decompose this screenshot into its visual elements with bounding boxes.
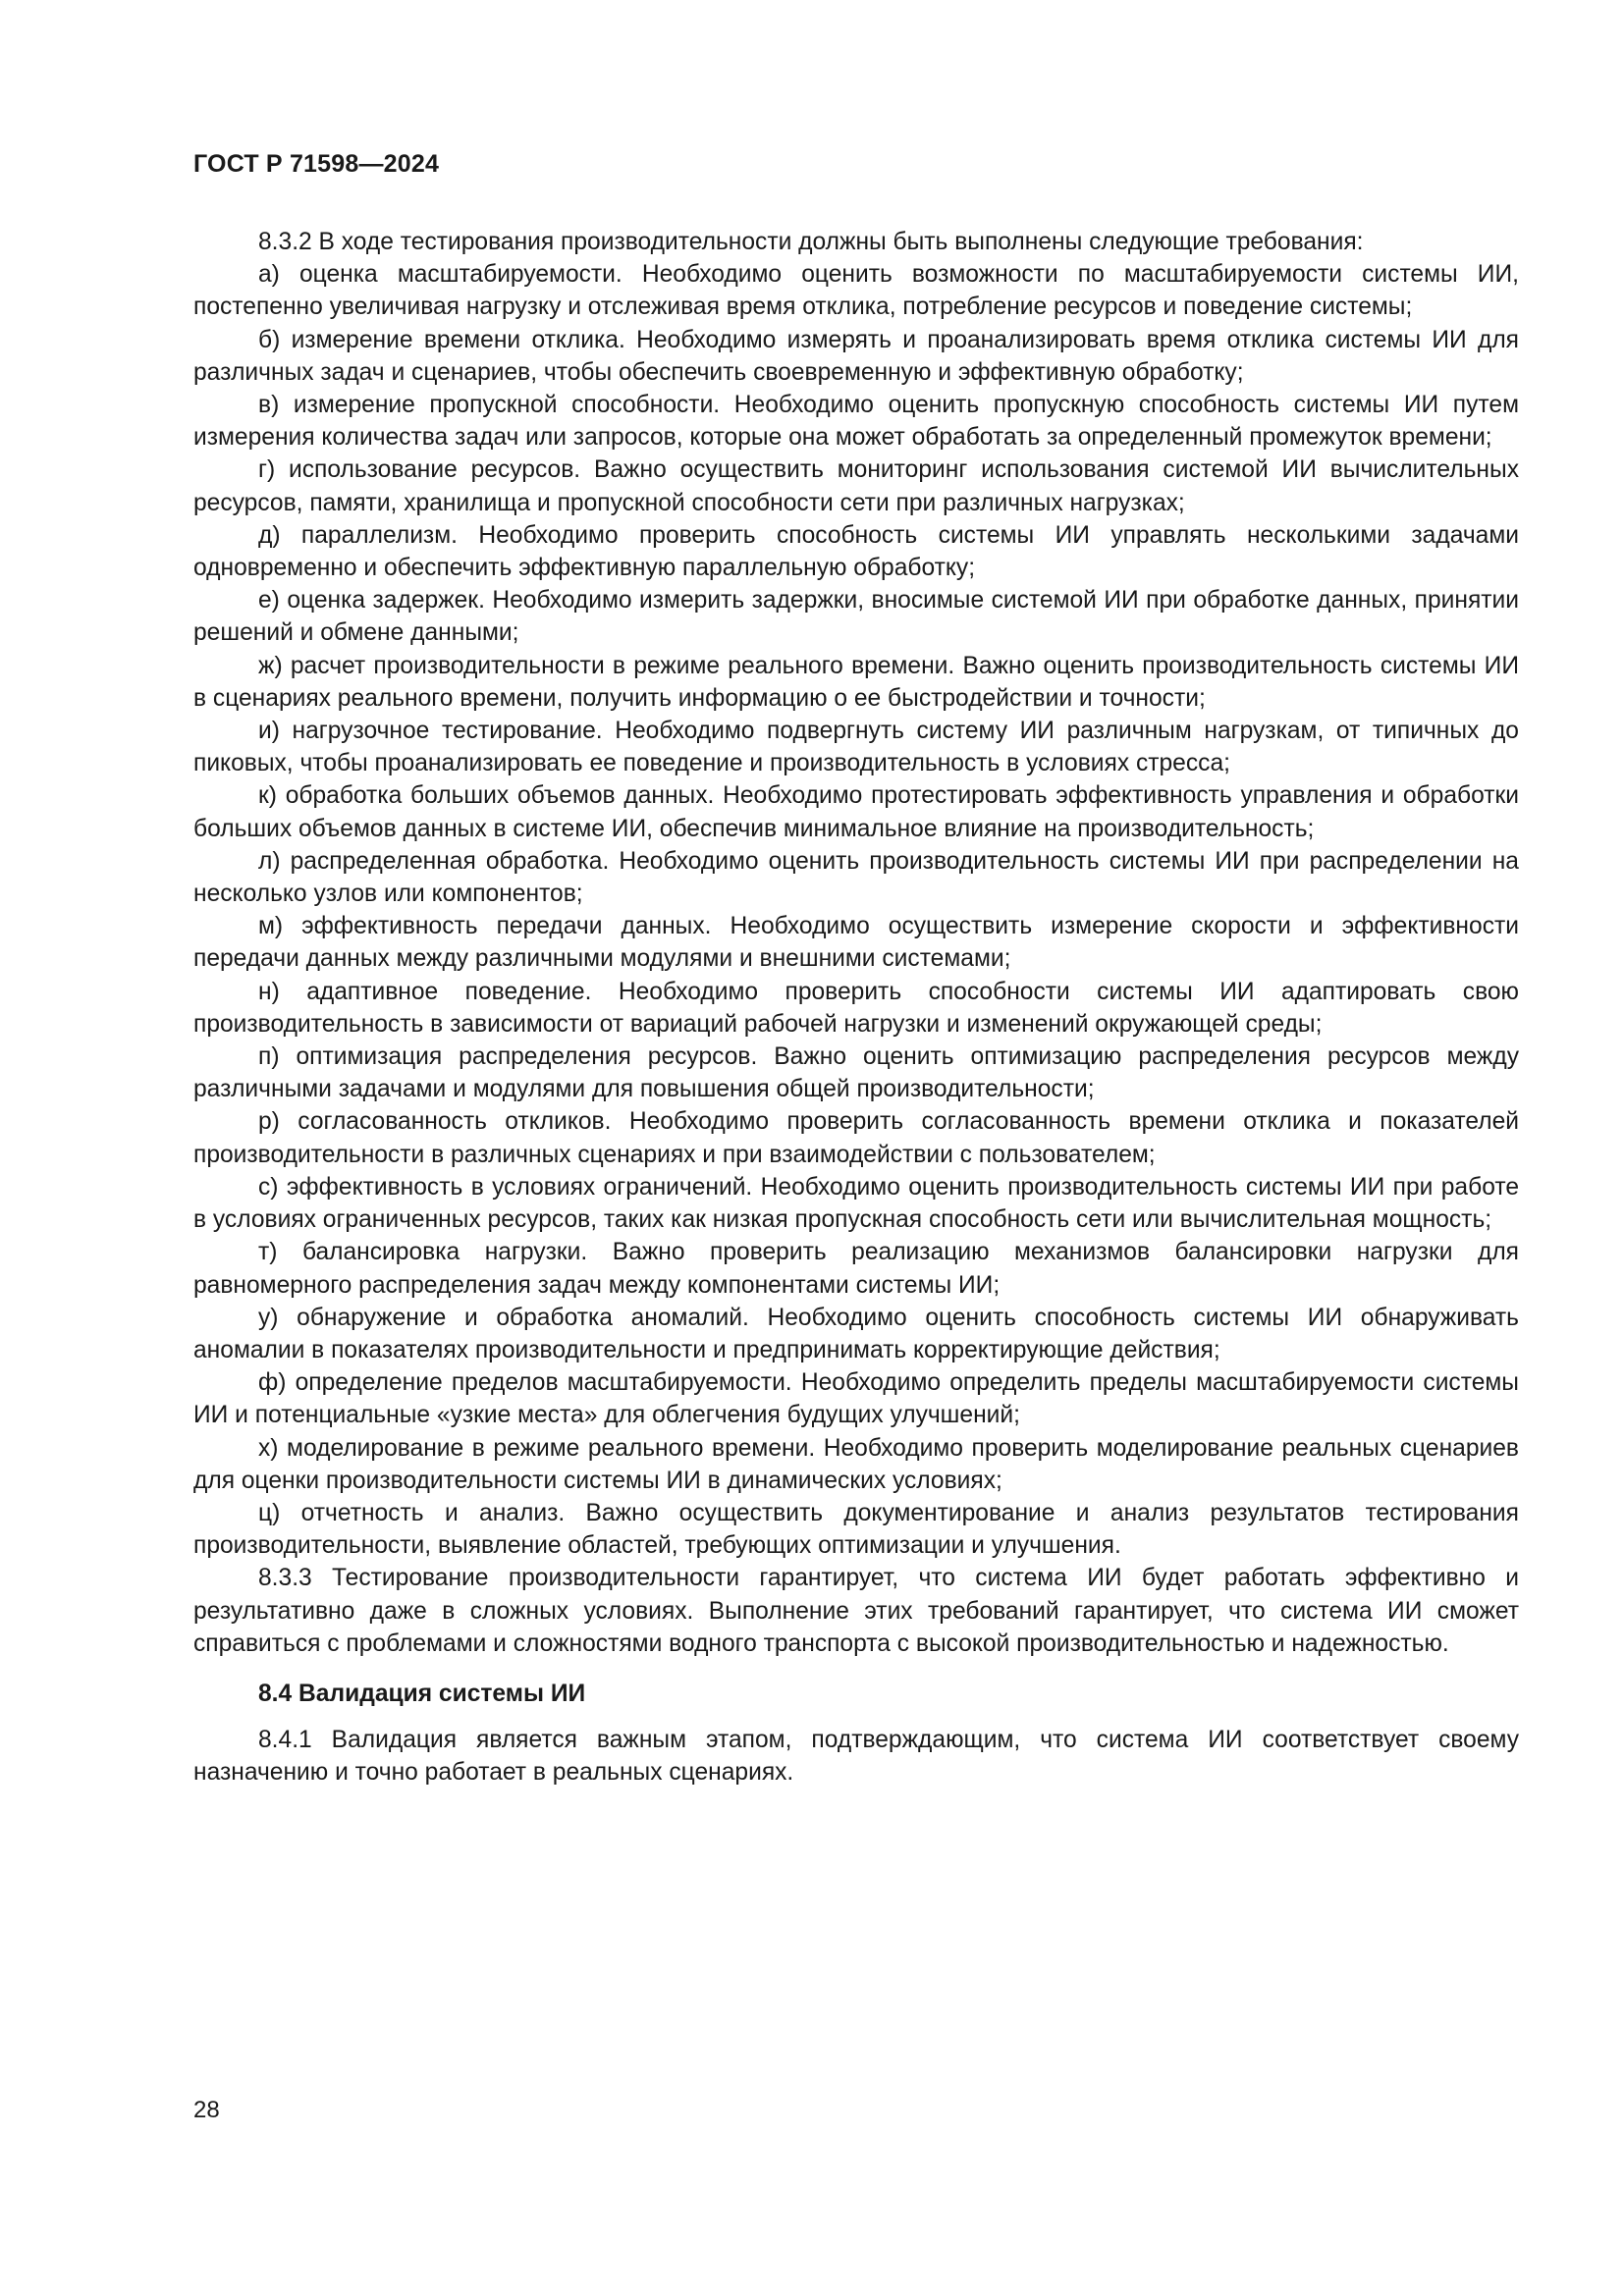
list-item: ц) отчетность и анализ. Важно осуществить документирование и анализ результатов тестирования производительности, выявление областей, требующих оптимизации и улучшения. [193, 1499, 1519, 1560]
paragraph-8-4-1: 8.4.1 Валидация является важным этапом, подтверждающим, что система ИИ соответствует своему назначению и точно работает в реальных сценариях. [193, 1727, 1519, 1787]
list-item: н) адаптивное поведение. Необходимо проверить способности системы ИИ адаптировать свою производительность в зависимости от вариаций рабочей нагрузки и изменений окружающей среды; [193, 978, 1519, 1038]
document-header: ГОСТ Р 71598—2024 [193, 150, 440, 178]
page-number: 28 [193, 2097, 220, 2123]
list-item: д) параллелизм. Необходимо проверить способность системы ИИ управлять несколькими задачами одновременно и обеспечить эффективную параллельную обработку; [193, 521, 1519, 582]
list-item: у) обнаружение и обработка аномалий. Необходимо оценить способность системы ИИ обнаруживать аномалии в показателях производительности и предпринимать корректирующие действия; [193, 1304, 1519, 1363]
list-item: п) оптимизация распределения ресурсов. Важно оценить оптимизацию распределения ресурсов между различными задачами и модулями для повышения общей производительности; [193, 1043, 1519, 1103]
list-item: р) согласованность откликов. Необходимо проверить согласованность времени отклика и показателей производительности в различных сценариях и при взаимодействии с пользователем; [193, 1108, 1519, 1168]
list-item: л) распределенная обработка. Необходимо оценить производительность системы ИИ при распределении на несколько узлов или компонентов; [193, 847, 1519, 908]
list-item: а) оценка масштабируемости. Необходимо оценить возможности по масштабируемости системы ИИ, постепенно увеличивая нагрузку и отслеживая время отклика, потребление ресурсов и поведение системы; [193, 261, 1519, 321]
section-heading-8-4: 8.4 Валидация системы ИИ [258, 1680, 586, 1707]
list-item: х) моделирование в режиме реального времени. Необходимо проверить моделирование реальных сценариев для оценки производительности системы ИИ в динамических условиях; [193, 1434, 1519, 1494]
list-item: т) балансировка нагрузки. Важно проверить реализацию механизмов балансировки нагрузки для равномерного распределения задач между компонентами системы ИИ; [193, 1239, 1519, 1299]
paragraph-8-3-2: 8.3.2 В ходе тестирования производительности должны быть выполнены следующие требования: [258, 229, 1364, 255]
paragraph-8-3-3: 8.3.3 Тестирование производительности гарантирует, что система ИИ будет работать эффективно и результативно даже в сложных условиях. Выполнение этих требований гарантирует, что система ИИ сможет справиться с проблемами и сложностями водного транспорта с высокой производительностью и надежностью. [193, 1565, 1519, 1657]
list-item: и) нагрузочное тестирование. Необходимо подвергнуть систему ИИ различным нагрузкам, от типичных до пиковых, чтобы проанализировать ее поведение и производительность в условиях стресса; [193, 718, 1519, 777]
list-item: е) оценка задержек. Необходимо измерить задержки, вносимые системой ИИ при обработке данных, принятии решений и обмене данными; [193, 587, 1519, 647]
list-item: б) измерение времени отклика. Необходимо измерять и проанализировать время отклика системы ИИ для различных задач и сценариев, чтобы обеспечить своевременную и эффективную обработку; [193, 326, 1519, 386]
list-item: ф) определение пределов масштабируемости. Необходимо определить пределы масштабируемости системы ИИ и потенциальные «узкие места» для облегчения будущих улучшений; [193, 1369, 1519, 1429]
list-item: в) измерение пропускной способности. Необходимо оценить пропускную способность системы ИИ путем измерения количества задач или запросов, которые она может обработать за определенный промежуток времени; [193, 392, 1519, 452]
list-item: с) эффективность в условиях ограничений. Необходимо оценить производительность системы ИИ при работе в условиях ограниченных ресурсов, таких как низкая пропускная способность сети или вычислительная мощность; [193, 1173, 1519, 1234]
list-item: к) обработка больших объемов данных. Необходимо протестировать эффективность управления и обработки больших объемов данных в системе ИИ, обеспечив минимальное влияние на производительность; [193, 782, 1519, 842]
document-body [193, 226, 1519, 1789]
list-item: г) использование ресурсов. Важно осуществить мониторинг использования системой ИИ вычислительных ресурсов, памяти, хранилища и пропускной способности сети при различных нагрузках; [193, 456, 1519, 516]
list-item: м) эффективность передачи данных. Необходимо осуществить измерение скорости и эффективности передачи данных между различными модулями и внешними системами; [193, 913, 1519, 973]
list-item: ж) расчет производительности в режиме реального времени. Важно оценить производительность системы ИИ в сценариях реального времени, получить информацию о ее быстродействии и точности; [193, 652, 1519, 712]
